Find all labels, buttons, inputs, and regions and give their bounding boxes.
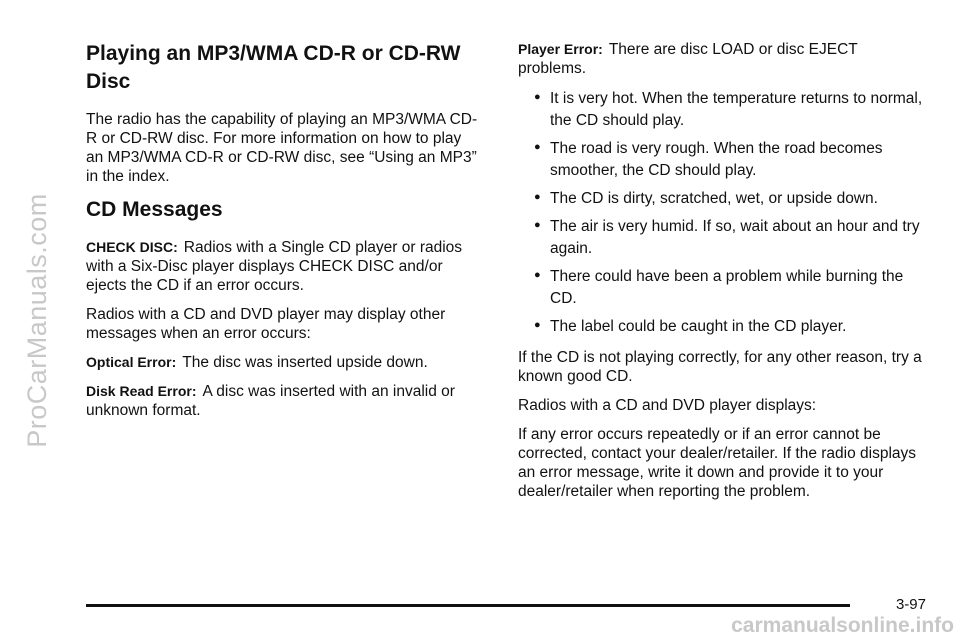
watermark-side [12,0,62,640]
list-item: ● The road is very rough. When the road becomes smoother, the CD should play. [534,140,883,179]
check-disc-paragraph [86,238,482,295]
list-item: ● There could have been a problem while burning the CD. [534,268,904,307]
bullet-icon: ● [534,141,541,153]
dvd-messages-paragraph: Radios with a CD and DVD player may display other messages when an error occurs: [86,306,446,342]
footer-rule [86,604,850,607]
optical-error-term: Optical Error: [86,354,177,370]
optical-error-text: The disc was inserted upside down. [182,354,428,371]
check-disc-term: CHECK DISC: [86,239,178,255]
dvd-displays-paragraph: Radios with a CD and DVD player displays: [518,397,817,414]
player-error-causes-list [518,88,928,338]
player-error-term: Player Error: [518,41,603,57]
left-column [86,40,482,430]
disk-read-error-text: A disc was inserted with an invalid or unknown format. [86,383,455,419]
bullet-icon: ● [534,269,541,281]
player-error-text: There are disc LOAD or disc EJECT problems. [518,41,858,77]
page-number: 3-97 [895,596,926,613]
disk-read-error-paragraph [86,382,482,420]
bullet-icon: ● [534,91,541,103]
section-heading-cd-messages: CD Messages [86,198,223,221]
right-column [518,40,928,511]
check-disc-text: Radios with a Single CD player or radios with a Six-Disc player displays CHECK DISC and/or ejects the CD if an error occurs. [86,239,463,294]
player-error-paragraph [518,40,928,78]
mp3-paragraph: The radio has the capability of playing an MP3/WMA CD-R or CD-RW disc. For more information on how to play an MP3/WMA CD-R or CD-RW disc, see “Using an MP3” in the index. [86,111,478,185]
list-item: ● The CD is dirty, scratched, wet, or upside down. [534,190,878,207]
watermark-side-text: ProCarManuals.com [21,192,52,448]
list-item: ● The air is very humid. If so, wait about an hour and try again. [534,218,920,257]
repeated-error-paragraph: If any error occurs repeatedly or if an error cannot be corrected, contact your dealer/retailer. If the radio displays an error message, write it down and provide it to your dealer/retailer when reporting the problem. [518,426,917,500]
bullet-icon: ● [534,319,541,331]
watermark-bottom: carmanualsonline.info [731,614,954,637]
disk-read-error-term: Disk Read Error: [86,383,197,399]
section-heading-mp3: Playing an MP3/WMA CD-R or CD-RW Disc [86,42,461,93]
not-playing-paragraph: If the CD is not playing correctly, for any other reason, try a known good CD. [518,349,922,385]
bullet-icon: ● [534,219,541,231]
list-item: ● It is very hot. When the temperature returns to normal, the CD should play. [534,90,923,129]
optical-error-paragraph [86,353,482,372]
list-item: ● The label could be caught in the CD player. [534,318,847,335]
bullet-icon: ● [534,191,541,203]
